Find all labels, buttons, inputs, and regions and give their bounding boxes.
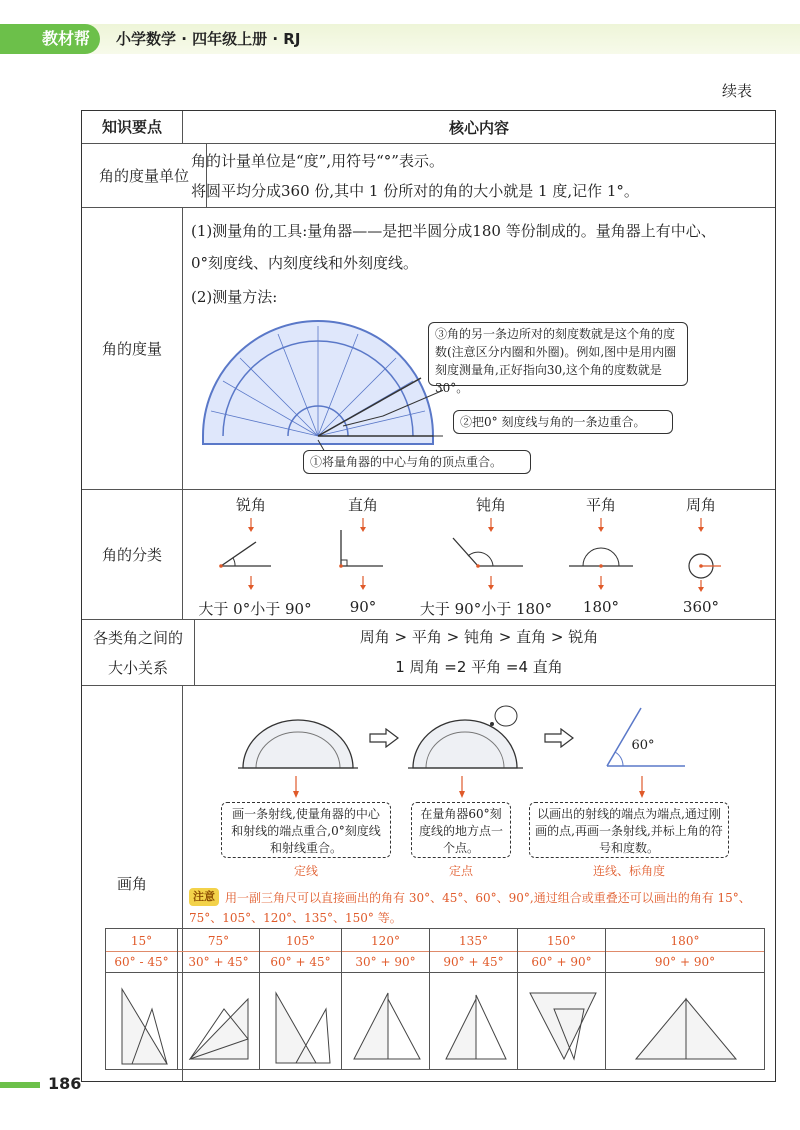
compare-line-1: 周角 > 平角 > 钝角 > 直角 > 锐角 bbox=[359, 628, 599, 646]
draw-step-1-tag: 定线 bbox=[293, 864, 318, 878]
page-number: 186 bbox=[48, 1074, 82, 1093]
combo-formula: 90° + 90° bbox=[606, 952, 764, 973]
table-row-compare bbox=[82, 619, 775, 686]
protractor-step2-figure bbox=[408, 700, 533, 772]
combo-formula: 60° - 45° bbox=[106, 952, 177, 973]
combo-formula: 90° + 45° bbox=[430, 952, 517, 973]
row-content-measure bbox=[183, 208, 775, 490]
combo-column bbox=[178, 929, 260, 1069]
page-header bbox=[0, 0, 800, 66]
set-square-icon bbox=[112, 979, 172, 1067]
draw-step-1: 画一条射线,使量角器的中心和射线的端点重合,0°刻度线和射线重合。 bbox=[221, 802, 391, 858]
col-header-points: 知识要点 bbox=[82, 111, 183, 143]
angle-type-straight: 平角 bbox=[585, 496, 616, 514]
arrow-down-icon bbox=[457, 776, 467, 800]
combo-formula: 30° + 90° bbox=[342, 952, 429, 973]
obtuse-angle-figure bbox=[443, 516, 533, 596]
measure-line-3: (2)测量方法: bbox=[191, 288, 278, 306]
combo-formula: 60° + 90° bbox=[518, 952, 605, 973]
combo-formula: 30° + 45° bbox=[178, 952, 259, 973]
protractor-step1-figure bbox=[238, 712, 358, 772]
set-square-icon bbox=[348, 979, 424, 1067]
arrow-right-icon bbox=[368, 728, 400, 748]
header-badge: 教材帮 bbox=[0, 24, 100, 54]
range-straight: 180° bbox=[582, 598, 620, 616]
table-row-classify bbox=[82, 489, 775, 620]
combo-column bbox=[342, 929, 430, 1069]
acute-angle-figure bbox=[211, 516, 291, 596]
combo-angle: 75° bbox=[178, 931, 259, 952]
angle-type-acute: 锐角 bbox=[235, 496, 266, 514]
range-right: 90° bbox=[349, 598, 377, 616]
combo-column bbox=[606, 929, 764, 1069]
right-angle-figure bbox=[333, 516, 403, 596]
range-obtuse: 大于 90°小于 180° bbox=[419, 600, 553, 618]
combo-column bbox=[518, 929, 606, 1069]
table-row-measure-unit bbox=[82, 143, 775, 208]
col-header-content: 核心内容 bbox=[448, 118, 509, 137]
round-angle-figure bbox=[661, 516, 741, 596]
continued-label: 续表 bbox=[721, 82, 752, 100]
table-row-measure bbox=[82, 207, 775, 490]
unit-line-1: 角的计量单位是“度”,用符号“°”表示。 bbox=[191, 152, 444, 170]
footer-bar bbox=[0, 1082, 40, 1088]
row-label-classify: 角的分类 bbox=[82, 490, 183, 620]
arrow-down-icon bbox=[637, 776, 647, 800]
row-content-classify bbox=[183, 490, 775, 620]
combo-angle: 135° bbox=[430, 931, 517, 952]
combo-angle: 150° bbox=[518, 931, 605, 952]
combo-column bbox=[260, 929, 342, 1069]
row-label-measure-unit: 角的度量单位 bbox=[82, 144, 207, 208]
combo-angle: 180° bbox=[606, 931, 764, 952]
straight-angle-figure bbox=[561, 516, 641, 596]
angle-type-right: 直角 bbox=[347, 496, 378, 514]
combo-formula: 60° + 45° bbox=[260, 952, 341, 973]
callout-step-1: ①将量角器的中心与角的顶点重合。 bbox=[303, 450, 531, 474]
angle-type-round: 周角 bbox=[685, 496, 716, 514]
row-content-measure-unit bbox=[183, 144, 775, 208]
set-square-icon bbox=[626, 979, 746, 1067]
combo-column bbox=[106, 929, 178, 1069]
triangle-combination-table bbox=[105, 928, 765, 1070]
unit-line-2: 将圆平均分成360 份,其中 1 份所对的角的大小就是 1 度,记作 1°。 bbox=[191, 182, 639, 200]
callout-step-2: ②把0° 刻度线与角的一条边重合。 bbox=[453, 410, 673, 434]
draw-step-2: 在量角器60°刻度线的地方点一个点。 bbox=[411, 802, 511, 858]
angle-type-obtuse: 钝角 bbox=[475, 496, 506, 514]
row-label-draw: 画角 bbox=[82, 686, 183, 1082]
compare-line-2: 1 周角 =2 平角 =4 直角 bbox=[395, 658, 563, 676]
combo-angle: 120° bbox=[342, 931, 429, 952]
draw-step-2-tag: 定点 bbox=[448, 864, 473, 878]
row-content-compare bbox=[183, 620, 775, 686]
table-header-row bbox=[82, 111, 775, 143]
combo-column bbox=[430, 929, 518, 1069]
range-acute: 大于 0°小于 90° bbox=[198, 600, 312, 618]
arrow-right-icon bbox=[543, 728, 575, 748]
draw-step-3-tag: 连线、标角度 bbox=[592, 864, 665, 878]
callout-step-3: ③角的另一条边所对的刻度数就是这个角的度数(注意区分内圈和外圈)。例如,图中是用内圈刻度测量角,正好指向30,这个角的度数就是30°。 bbox=[428, 322, 688, 386]
note-text: 用一副三角尺可以直接画出的角有 30°、45°、60°、90°,通过组合或重叠还可以画出的角有 15°、75°、105°、120°、135°、150° 等。 bbox=[189, 891, 751, 925]
set-square-icon bbox=[184, 979, 254, 1067]
row-label-measure: 角的度量 bbox=[82, 208, 183, 490]
set-square-icon bbox=[436, 979, 512, 1067]
draw-step-3: 以画出的射线的端点为端点,通过刚画的点,再画一条射线,并标上角的符号和度数。 bbox=[529, 802, 729, 858]
angle-60-label: 60° bbox=[631, 738, 655, 753]
measure-line-2: 0°刻度线、内刻度线和外刻度线。 bbox=[191, 254, 419, 272]
measure-line-1: (1)测量角的工具:量角器——是把半圆分成180 等份制成的。量角器上有中心、 bbox=[191, 222, 716, 240]
combo-angle: 15° bbox=[106, 931, 177, 952]
range-round: 360° bbox=[682, 598, 720, 616]
arrow-down-icon bbox=[291, 776, 301, 800]
set-square-icon bbox=[524, 979, 600, 1067]
set-square-icon bbox=[266, 979, 336, 1067]
combo-angle: 105° bbox=[260, 931, 341, 952]
row-label-compare: 各类角之间的大小关系 bbox=[82, 620, 195, 686]
header-title: 小学数学 · 四年级上册 · RJ bbox=[116, 30, 301, 48]
note-badge: 注意 bbox=[189, 888, 219, 906]
